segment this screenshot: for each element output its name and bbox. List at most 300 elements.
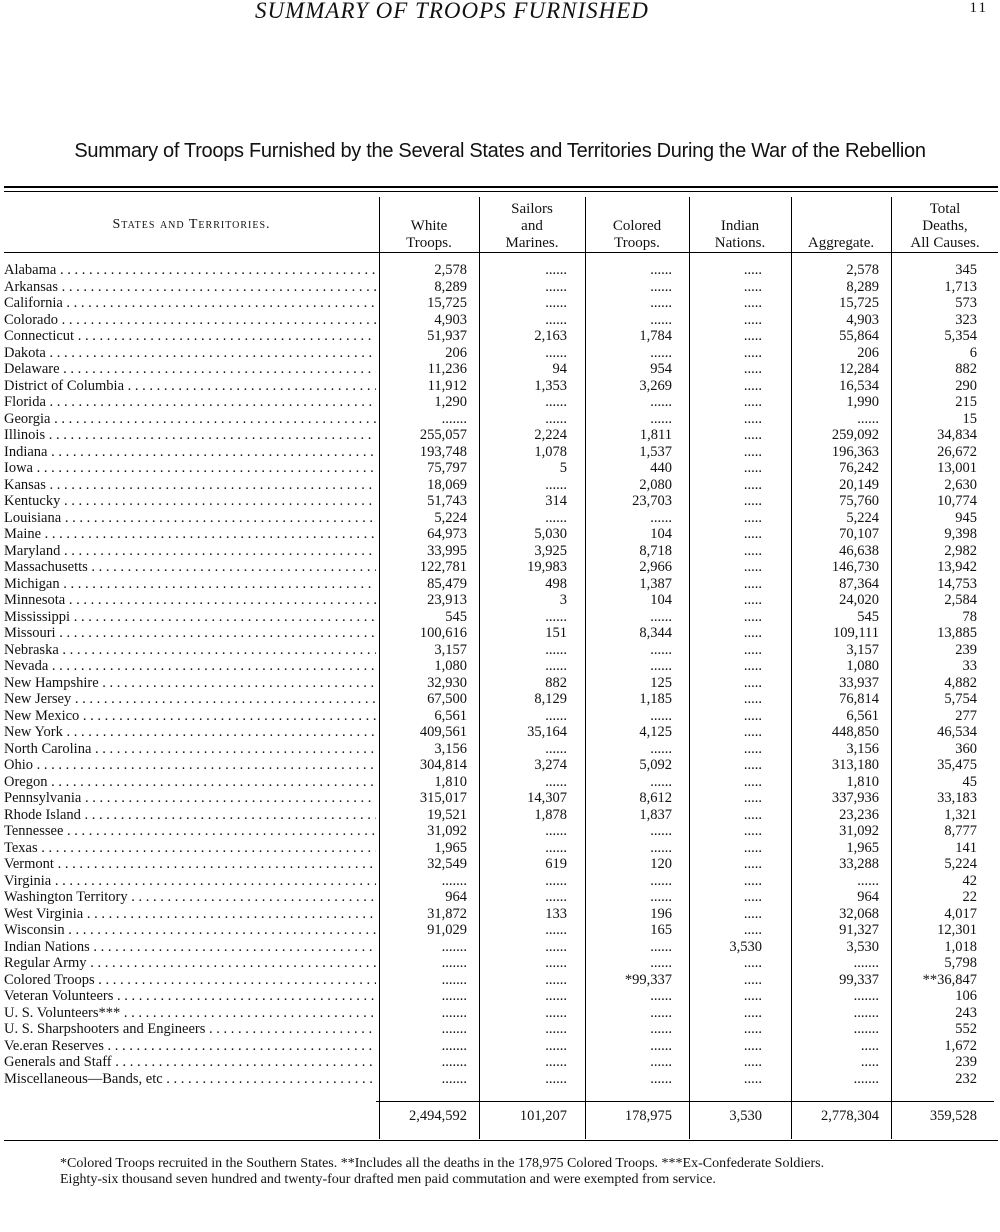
cell-indian: .....: [743, 806, 762, 823]
cell-sailors: ......: [545, 658, 567, 674]
cell-deaths: 42: [962, 872, 977, 889]
cell-white: .......: [441, 1070, 467, 1087]
cell-deaths: 2,630: [944, 476, 977, 493]
state-name: Ve.eran Reserves . . .: [4, 1038, 376, 1055]
state-name: Delaware . . .: [4, 361, 376, 378]
cell-aggregate: .......: [853, 1004, 879, 1021]
cell-sailors: ......: [545, 955, 567, 971]
table-row: [4, 328, 998, 345]
cell-deaths: 1,018: [944, 938, 977, 955]
cell-indian: .....: [743, 856, 762, 872]
state-name: Maine . . .: [4, 526, 376, 543]
total-indian: 3,530: [729, 1108, 762, 1124]
state-name: Arkansas . . .: [4, 279, 376, 296]
cell-indian: .....: [743, 691, 762, 707]
cell-colored: ......: [650, 839, 672, 856]
cell-deaths: 239: [955, 641, 977, 658]
header-states-label: States and Territories.: [112, 217, 271, 232]
state-name: Connecticut . . .: [4, 328, 376, 345]
cell-deaths: 5,754: [944, 691, 977, 707]
cell-sailors: ......: [545, 262, 567, 278]
cell-indian: .....: [743, 1037, 762, 1054]
cell-sailors: ......: [545, 1004, 567, 1021]
table-row: [4, 262, 998, 279]
cell-deaths: 290: [955, 377, 977, 394]
cell-deaths: 9,398: [944, 526, 977, 542]
state-name: Washington Territory . . .: [4, 889, 376, 906]
cell-aggregate: 146,730: [831, 559, 879, 575]
cell-colored: 1,811: [639, 427, 672, 443]
table-row: [4, 939, 998, 956]
cell-sailors: ......: [545, 872, 567, 889]
total-colored: 178,975: [624, 1108, 672, 1124]
header-colored-troops: [586, 197, 688, 252]
state-name: Massachusetts . . .: [4, 559, 376, 576]
cell-colored: ......: [650, 707, 672, 724]
cell-aggregate: 76,814: [839, 691, 879, 707]
header-sailors-marines: [480, 197, 584, 252]
cell-aggregate: 337,936: [831, 790, 879, 806]
table-row: [4, 840, 998, 857]
cell-colored: 120: [650, 856, 672, 872]
cell-sailors: 619: [545, 856, 567, 872]
table-row: [4, 279, 998, 296]
cell-aggregate: 206: [857, 344, 879, 361]
cell-colored: 954: [650, 361, 672, 377]
state-name: Minnesota . . .: [4, 592, 376, 609]
cell-indian: .....: [743, 1054, 762, 1070]
total-sailors: 101,207: [519, 1108, 567, 1124]
cell-indian: .....: [743, 295, 762, 311]
footnotes: [4, 1156, 994, 1188]
cell-sailors: ......: [545, 278, 567, 295]
cell-colored: 2,080: [639, 476, 672, 493]
cell-white: .......: [441, 955, 467, 971]
table-row: [4, 526, 998, 543]
table-row: [4, 658, 998, 675]
cell-sailors: 14,307: [527, 790, 567, 806]
cell-colored: ......: [650, 1037, 672, 1054]
cell-aggregate: .......: [853, 955, 879, 971]
state-name: Texas . . .: [4, 840, 376, 857]
cell-sailors: ......: [545, 922, 567, 938]
running-title: SUMMARY OF TROOPS FURNISHED: [255, 0, 649, 23]
cell-sailors: ......: [545, 509, 567, 526]
cell-deaths: 33: [962, 658, 977, 674]
table-row: [4, 691, 998, 708]
state-name: Virginia . . .: [4, 873, 376, 890]
cell-colored: 1,537: [639, 443, 672, 460]
table-row: [4, 1021, 998, 1038]
cell-aggregate: 91,327: [839, 922, 879, 938]
header-aggregate-line1: Aggregate.: [807, 235, 875, 251]
table-row: [4, 955, 998, 972]
cell-sailors: 94: [552, 361, 567, 377]
cell-deaths: 12,301: [937, 922, 977, 938]
cell-white: .......: [441, 1004, 467, 1021]
cell-indian: .....: [743, 889, 762, 905]
table-row: [4, 609, 998, 626]
cell-aggregate: 4,903: [846, 311, 879, 328]
cell-deaths: 13,885: [937, 625, 977, 641]
cell-sailors: 2,163: [534, 328, 567, 344]
table-body: [4, 262, 998, 1087]
cell-sailors: ......: [545, 410, 567, 427]
header-white-troops: [380, 197, 478, 252]
cell-white: 11,912: [427, 377, 467, 394]
cell-indian: .....: [743, 427, 762, 443]
table-row: [4, 889, 998, 906]
table-row: [4, 559, 998, 576]
cell-aggregate: 1,965: [846, 839, 879, 856]
table-row: [4, 972, 998, 989]
cell-colored: ......: [650, 394, 672, 410]
cell-aggregate: 33,288: [839, 856, 879, 872]
cell-sailors: ......: [545, 295, 567, 311]
cell-indian: .....: [743, 1004, 762, 1021]
cell-aggregate: 33,937: [839, 674, 879, 691]
table-row: [4, 460, 998, 477]
cell-deaths: 945: [955, 509, 977, 526]
cell-sailors: ......: [545, 1037, 567, 1054]
cell-aggregate: 12,284: [839, 361, 879, 377]
cell-colored: 8,344: [639, 625, 672, 641]
cell-deaths: 345: [955, 262, 977, 278]
cell-white: 32,549: [427, 856, 467, 872]
table-row: [4, 576, 998, 593]
cell-deaths: 33,183: [937, 790, 977, 806]
cell-indian: .....: [743, 542, 762, 559]
cell-colored: ......: [650, 311, 672, 328]
cell-aggregate: .....: [860, 1037, 879, 1054]
cell-colored: ......: [650, 823, 672, 839]
cell-aggregate: 32,068: [839, 905, 879, 922]
state-name: Indian Nations . . .: [4, 939, 376, 956]
table-row: [4, 675, 998, 692]
top-rule: [4, 186, 998, 188]
cell-indian: .....: [743, 394, 762, 410]
cell-sailors: 2,224: [534, 427, 567, 443]
cell-colored: ......: [650, 509, 672, 526]
cell-aggregate: 16,534: [839, 377, 879, 394]
cell-white: 1,080: [434, 658, 467, 674]
page-number: 11: [969, 0, 988, 16]
cell-colored: 440: [650, 460, 672, 476]
total-white: 2,494,592: [409, 1108, 467, 1124]
header-sailors-line1: Sailors: [511, 201, 553, 217]
cell-deaths: 1,672: [944, 1037, 977, 1054]
header-deaths-line2: Deaths,: [922, 218, 968, 234]
cell-colored: 23,703: [632, 493, 672, 509]
table-row: [4, 873, 998, 890]
table-title: Summary of Troops Furnished by the Several States and Territories During the War of the Rebellion: [74, 140, 926, 162]
cell-sailors: 3,274: [534, 757, 567, 773]
table-row: [4, 790, 998, 807]
cell-indian: .....: [743, 278, 762, 295]
table-row: [4, 1054, 998, 1071]
state-name: West Virginia . . .: [4, 906, 376, 923]
cell-white: .......: [441, 410, 467, 427]
cell-aggregate: 313,180: [831, 757, 879, 773]
cell-indian: .....: [743, 905, 762, 922]
cell-colored: ......: [650, 955, 672, 971]
state-name: Missouri . . .: [4, 625, 376, 642]
cell-colored: ......: [650, 410, 672, 427]
cell-deaths: 1,321: [944, 806, 977, 823]
header-aggregate: [792, 197, 890, 252]
cell-aggregate: 964: [857, 889, 879, 905]
cell-aggregate: 20,149: [839, 476, 879, 493]
state-name: Indiana . . .: [4, 444, 376, 461]
cell-aggregate: 3,157: [846, 641, 879, 658]
cell-deaths: 277: [955, 707, 977, 724]
state-name: Oregon . . .: [4, 774, 376, 791]
state-name: Alabama . . .: [4, 262, 376, 279]
cell-colored: 8,612: [639, 790, 672, 806]
cell-indian: .....: [743, 526, 762, 542]
cell-white: 32,930: [427, 674, 467, 691]
cell-colored: ......: [650, 658, 672, 674]
cell-sailors: ......: [545, 476, 567, 493]
state-name: Illinois . . .: [4, 427, 376, 444]
cell-white: 964: [445, 889, 467, 905]
cell-indian: .....: [743, 823, 762, 839]
cell-sailors: 1,353: [534, 377, 567, 394]
cell-deaths: 4,882: [944, 674, 977, 691]
cell-sailors: ......: [545, 889, 567, 905]
cell-colored: ......: [650, 740, 672, 757]
cell-indian: .....: [743, 674, 762, 691]
cell-white: .......: [441, 1054, 467, 1070]
cell-aggregate: 109,111: [832, 625, 879, 641]
table-row: [4, 444, 998, 461]
state-name: Colored Troops . . .: [4, 972, 376, 989]
state-name: Kentucky . . .: [4, 493, 376, 510]
bottom-rule: [4, 1140, 998, 1141]
table-row: [4, 625, 998, 642]
cell-deaths: 6: [969, 344, 977, 361]
table-row: [4, 312, 998, 329]
cell-deaths: 26,672: [937, 443, 977, 460]
cell-white: 1,965: [434, 839, 467, 856]
state-name: Florida . . .: [4, 394, 376, 411]
cell-colored: ......: [650, 889, 672, 905]
cell-white: 75,797: [427, 460, 467, 476]
header-sailors-line3: Marines.: [505, 235, 559, 251]
cell-aggregate: 24,020: [839, 592, 879, 608]
cell-white: 545: [445, 608, 467, 625]
cell-deaths: 13,001: [937, 460, 977, 476]
cell-deaths: 46,534: [937, 724, 977, 740]
cell-white: .......: [441, 872, 467, 889]
state-name: Georgia . . .: [4, 411, 376, 428]
cell-aggregate: 6,561: [846, 707, 879, 724]
table-row: [4, 1071, 998, 1088]
cell-indian: .....: [743, 608, 762, 625]
cell-white: 3,157: [434, 641, 467, 658]
state-name: U. S. Volunteers*** . . .: [4, 1005, 376, 1022]
cell-white: 33,995: [427, 542, 467, 559]
cell-aggregate: 5,224: [846, 509, 879, 526]
cell-colored: 125: [650, 674, 672, 691]
cell-white: 3,156: [434, 740, 467, 757]
state-name: Nevada . . .: [4, 658, 376, 675]
cell-deaths: 882: [955, 361, 977, 377]
state-name: U. S. Sharpshooters and Engineers . . .: [4, 1021, 376, 1038]
cell-white: .......: [441, 938, 467, 955]
cell-white: 1,810: [434, 773, 467, 790]
cell-indian: .....: [743, 839, 762, 856]
cell-white: 31,092: [427, 823, 467, 839]
cell-sailors: ......: [545, 1021, 567, 1037]
table-row: [4, 1005, 998, 1022]
table-row: [4, 922, 998, 939]
cell-sailors: ......: [545, 740, 567, 757]
cell-sailors: 19,983: [527, 559, 567, 575]
cell-colored: 1,185: [639, 691, 672, 707]
cell-indian: .....: [743, 1070, 762, 1087]
cell-white: 91,029: [427, 922, 467, 938]
cell-sailors: 8,129: [534, 691, 567, 707]
cell-aggregate: 70,107: [839, 526, 879, 542]
cell-aggregate: 75,760: [839, 493, 879, 509]
cell-sailors: ......: [545, 988, 567, 1004]
cell-deaths: 1,713: [944, 278, 977, 295]
cell-sailors: ......: [545, 707, 567, 724]
cell-aggregate: 46,638: [839, 542, 879, 559]
cell-colored: 165: [650, 922, 672, 938]
header-colored-line2: Troops.: [614, 235, 660, 251]
table-row: [4, 988, 998, 1005]
table-row: [4, 757, 998, 774]
state-name: District of Columbia . . .: [4, 378, 376, 395]
state-name: Generals and Staff . . .: [4, 1054, 376, 1071]
cell-indian: .....: [743, 658, 762, 674]
cell-aggregate: 55,864: [839, 328, 879, 344]
cell-aggregate: 23,236: [839, 806, 879, 823]
cell-indian: .....: [743, 344, 762, 361]
cell-deaths: 232: [955, 1070, 977, 1087]
total-aggregate: 2,778,304: [821, 1108, 879, 1124]
cell-colored: ......: [650, 988, 672, 1004]
cell-colored: ......: [650, 278, 672, 295]
cell-white: 23,913: [427, 592, 467, 608]
cell-deaths: 78: [962, 608, 977, 625]
table-row: [4, 477, 998, 494]
cell-white: .......: [441, 1037, 467, 1054]
cell-aggregate: .......: [853, 1070, 879, 1087]
cell-white: 51,937: [427, 328, 467, 344]
cell-colored: ......: [650, 344, 672, 361]
cell-deaths: 22: [962, 889, 977, 905]
cell-white: 255,057: [419, 427, 467, 443]
table-row: [4, 427, 998, 444]
cell-white: 85,479: [427, 575, 467, 592]
cell-deaths: **36,847: [922, 971, 977, 988]
cell-deaths: 323: [955, 311, 977, 328]
cell-sailors: ......: [545, 971, 567, 988]
cell-colored: ......: [650, 773, 672, 790]
cell-indian: .....: [743, 971, 762, 988]
footnote-commutation: Eighty-six thousand seven hundred and twenty-four drafted men paid commutation and were exempted from service.: [60, 1172, 716, 1187]
cell-indian: .....: [743, 509, 762, 526]
top-rule-thin: [4, 191, 998, 192]
header-white-line1: White: [410, 218, 448, 234]
cell-deaths: 13,942: [937, 559, 977, 575]
cell-deaths: 106: [955, 988, 977, 1004]
cell-colored: 3,269: [639, 377, 672, 394]
state-name: Louisiana . . .: [4, 510, 376, 527]
cell-aggregate: .....: [860, 1054, 879, 1070]
cell-white: 18,069: [427, 476, 467, 493]
cell-deaths: 2,584: [944, 592, 977, 608]
cell-aggregate: 1,080: [846, 658, 879, 674]
cell-indian: .....: [743, 592, 762, 608]
state-name: Maryland . . .: [4, 543, 376, 560]
header-colored-line1: Colored: [612, 218, 662, 234]
table-row: [4, 378, 998, 395]
cell-sailors: 1,078: [534, 443, 567, 460]
cell-colored: ......: [650, 872, 672, 889]
cell-white: 31,872: [427, 905, 467, 922]
cell-deaths: 573: [955, 295, 977, 311]
cell-sailors: ......: [545, 823, 567, 839]
table-row: [4, 510, 998, 527]
cell-deaths: 45: [962, 773, 977, 790]
cell-sailors: ......: [545, 641, 567, 658]
cell-white: 51,743: [427, 493, 467, 509]
cell-aggregate: 1,990: [846, 394, 879, 410]
cell-colored: 104: [650, 526, 672, 542]
state-name: Tennessee . . .: [4, 823, 376, 840]
header-deaths-line1: Total: [929, 201, 961, 217]
table-row: [4, 411, 998, 428]
header-indian-line1: Indian: [720, 218, 760, 234]
table-row: [4, 543, 998, 560]
cell-sailors: 133: [545, 905, 567, 922]
cell-colored: 196: [650, 905, 672, 922]
cell-indian: .....: [743, 757, 762, 773]
cell-colored: ......: [650, 295, 672, 311]
cell-sailors: 3,925: [534, 542, 567, 559]
state-name: Nebraska . . .: [4, 642, 376, 659]
state-name: Kansas . . .: [4, 477, 376, 494]
cell-indian: .....: [743, 328, 762, 344]
header-total-deaths: [892, 197, 998, 252]
total-deaths: 359,528: [929, 1108, 977, 1124]
cell-aggregate: 448,850: [831, 724, 879, 740]
cell-white: 304,814: [419, 757, 467, 773]
cell-deaths: 34,834: [937, 427, 977, 443]
table-row: [4, 906, 998, 923]
cell-indian: .....: [743, 262, 762, 278]
cell-indian: .....: [743, 460, 762, 476]
cell-indian: .....: [743, 790, 762, 806]
cell-white: 122,781: [419, 559, 467, 575]
cell-deaths: 5,798: [944, 955, 977, 971]
cell-colored: 8,718: [639, 542, 672, 559]
cell-aggregate: .......: [853, 1021, 879, 1037]
cell-colored: ......: [650, 1070, 672, 1087]
cell-deaths: 215: [955, 394, 977, 410]
cell-deaths: 35,475: [937, 757, 977, 773]
cell-sailors: 3: [559, 592, 567, 608]
cell-aggregate: .......: [853, 988, 879, 1004]
cell-colored: ......: [650, 1054, 672, 1070]
cell-white: 2,578: [434, 262, 467, 278]
cell-indian: .....: [743, 443, 762, 460]
cell-aggregate: 31,092: [839, 823, 879, 839]
